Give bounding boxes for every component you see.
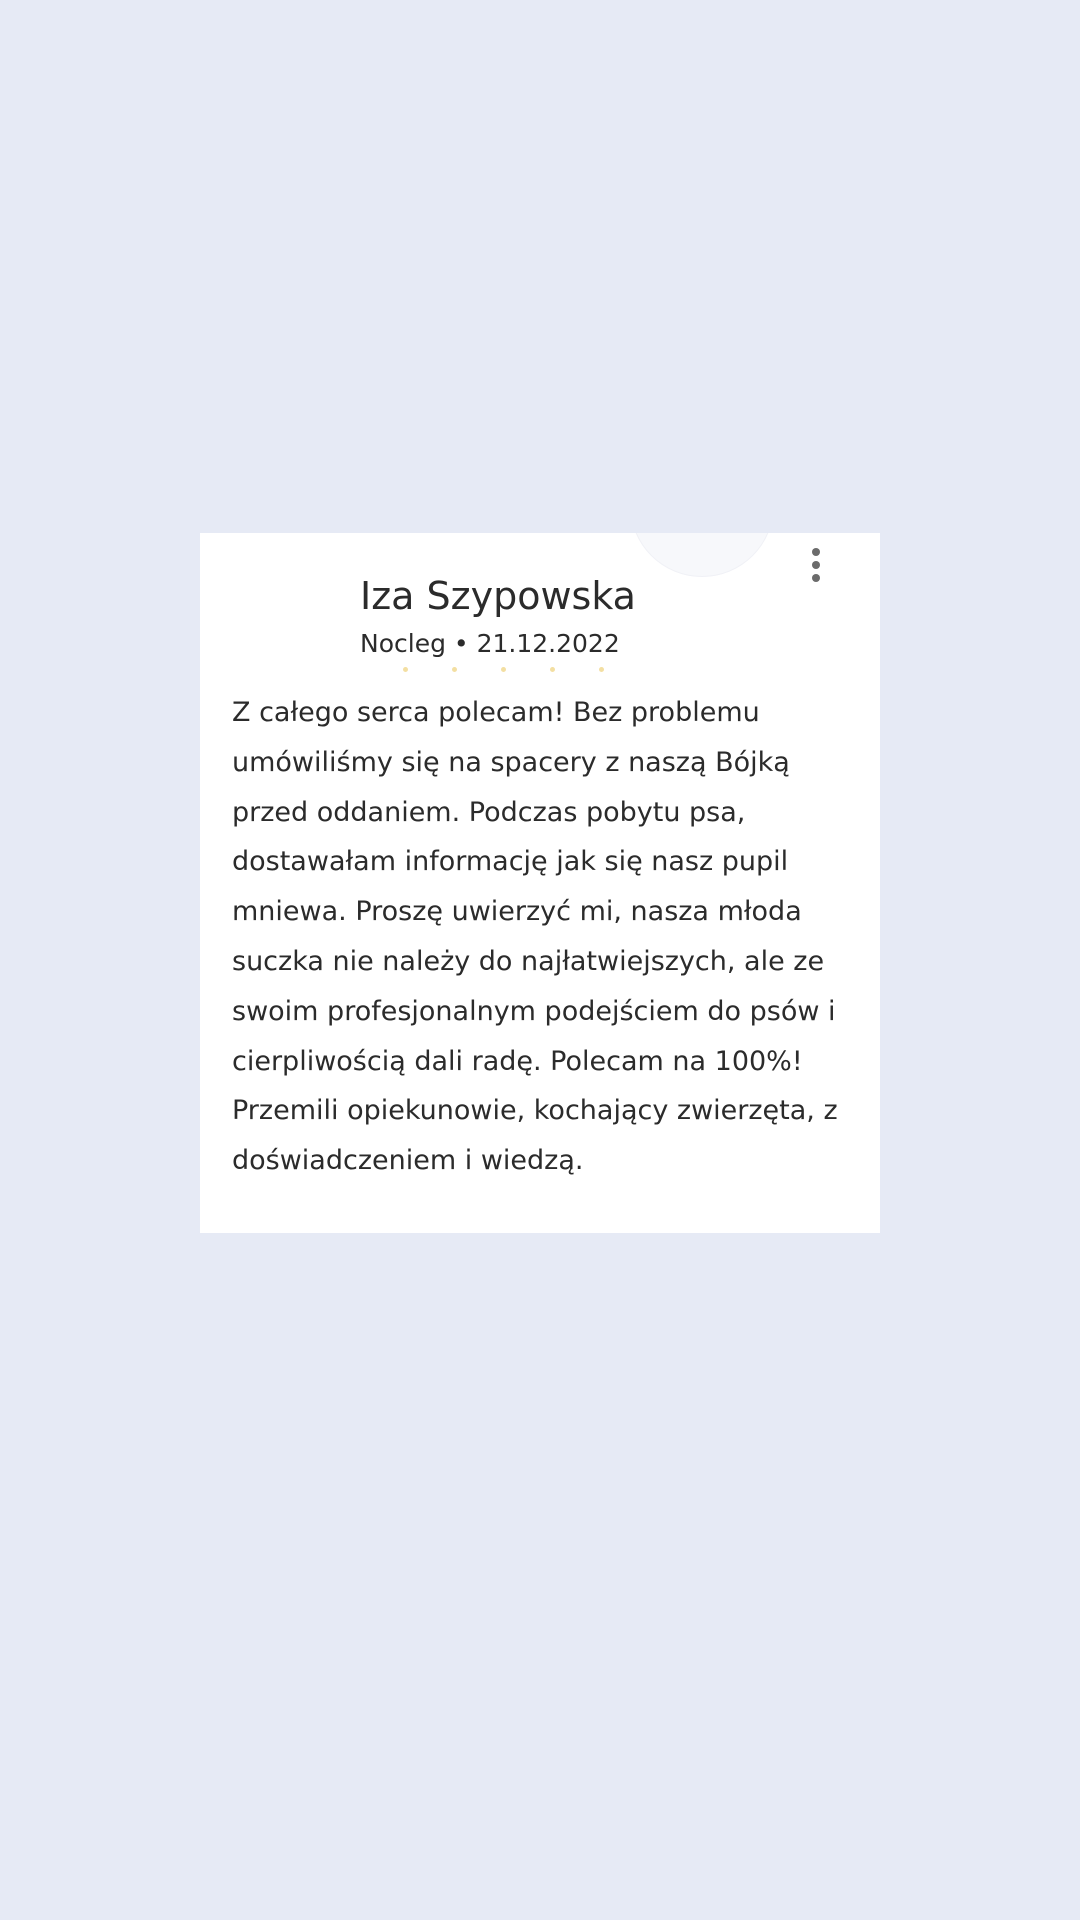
reviewer-name: Iza Szypowska [360,574,636,618]
more-vertical-icon [812,548,820,582]
review-text: Z całego serca polecam! Bez problemu umówiliśmy się na spacery z naszą Bójką przed oddaniem. Podczas pobytu psa, dostawałam informację jak się nasz pupil mniewa. Proszę uwierzyć mi, nasza młoda suczka nie należy do najłatwiejszych, ale ze swoim profesjonalnym podejściem do psów i cierpliwością dali radę. Polecam na 100%! Przemili opiekunowie, kochający zwierzęta, z doświadczeniem i wiedzą. [232,697,838,1177]
avatar [630,533,774,577]
star-icon [452,667,457,672]
service-type: Nocleg [360,629,446,658]
meta-separator: • [453,629,469,658]
star-icon [550,667,555,672]
star-icon [403,667,408,672]
review-meta [360,629,620,659]
review-date: 21.12.2022 [476,629,620,658]
more-options-button[interactable] [802,545,830,585]
star-rating [403,667,604,672]
review-card [200,533,880,1233]
star-icon [599,667,604,672]
star-icon [501,667,506,672]
